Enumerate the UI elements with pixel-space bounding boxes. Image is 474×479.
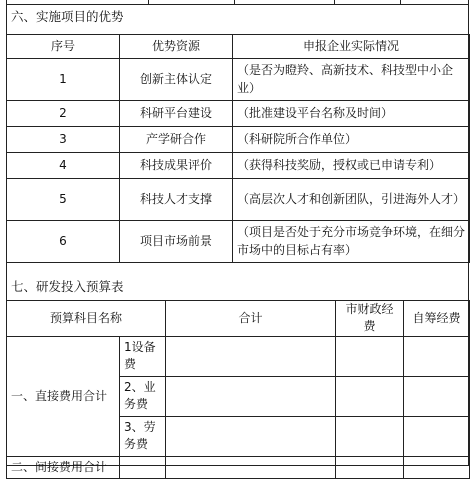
row-no: 1 (7, 59, 120, 101)
row-no: 2 (7, 101, 120, 127)
table-row (7, 456, 470, 478)
city-fund-cell[interactable] (336, 376, 404, 416)
row-resource: 创新主体认定 (120, 59, 233, 101)
header-city-fund: 市财政经费 (336, 301, 404, 337)
divider (6, 4, 469, 5)
total-cell[interactable] (166, 336, 336, 376)
row-resource: 产学研合作 (120, 127, 233, 153)
table-row (7, 59, 470, 101)
form-page (6, 0, 470, 474)
advantages-table (6, 34, 470, 263)
total-cell[interactable] (166, 416, 336, 456)
table-row (7, 127, 470, 153)
row-no: 3 (7, 127, 120, 153)
table-row (7, 101, 470, 127)
header-resource: 优势资源 (120, 35, 233, 59)
row-no: 4 (7, 153, 120, 179)
budget-table (6, 300, 470, 479)
header-budget-item: 预算科目名称 (7, 301, 166, 337)
total-cell[interactable] (166, 376, 336, 416)
city-fund-cell[interactable] (336, 416, 404, 456)
table-header-row (7, 301, 470, 337)
table-row (7, 153, 470, 179)
direct-item-equipment: 1设备费 (120, 336, 166, 376)
row-detail: （项目是否处于充分市场竞争环境，在细分市场中的目标占有率） (233, 221, 470, 263)
section-7-title: 七、研发投入预算表 (11, 279, 124, 294)
row-resource: 科研平台建设 (120, 101, 233, 127)
table-row (7, 179, 470, 221)
section-6-title: 六、实施项目的优势 (11, 9, 124, 24)
direct-cost-label: 一、直接费用合计 (7, 336, 120, 456)
self-fund-cell[interactable] (404, 336, 470, 376)
row-resource: 项目市场前景 (120, 221, 233, 263)
indirect-cost-label: 二、间接费用合计 (7, 456, 120, 478)
self-fund-cell[interactable] (404, 456, 470, 478)
total-cell[interactable] (166, 456, 336, 478)
direct-item-business: 2、业务费 (120, 376, 166, 416)
row-detail: （是否为瞪羚、高新技术、科技型中小企业） (233, 59, 470, 101)
table-header-row (7, 35, 470, 59)
row-no: 5 (7, 179, 120, 221)
table-row (7, 336, 470, 376)
row-no: 6 (7, 221, 120, 263)
direct-item-labor: 3、劳务费 (120, 416, 166, 456)
empty-cell (120, 456, 166, 478)
table-row (7, 221, 470, 263)
row-detail: （获得科技奖励，授权或已申请专利） (233, 153, 470, 179)
header-total: 合计 (166, 301, 336, 337)
city-fund-cell[interactable] (336, 336, 404, 376)
header-self-fund: 自筹经费 (404, 301, 470, 337)
self-fund-cell[interactable] (404, 376, 470, 416)
header-no: 序号 (7, 35, 120, 59)
row-detail: （高层次人才和创新团队，引进海外人才） (233, 179, 470, 221)
row-detail: （批准建设平台名称及时间） (233, 101, 470, 127)
header-detail: 申报企业实际情况 (233, 35, 470, 59)
self-fund-cell[interactable] (404, 416, 470, 456)
row-detail: （科研院所合作单位） (233, 127, 470, 153)
row-resource: 科技人才支撑 (120, 179, 233, 221)
city-fund-cell[interactable] (336, 456, 404, 478)
row-resource: 科技成果评价 (120, 153, 233, 179)
